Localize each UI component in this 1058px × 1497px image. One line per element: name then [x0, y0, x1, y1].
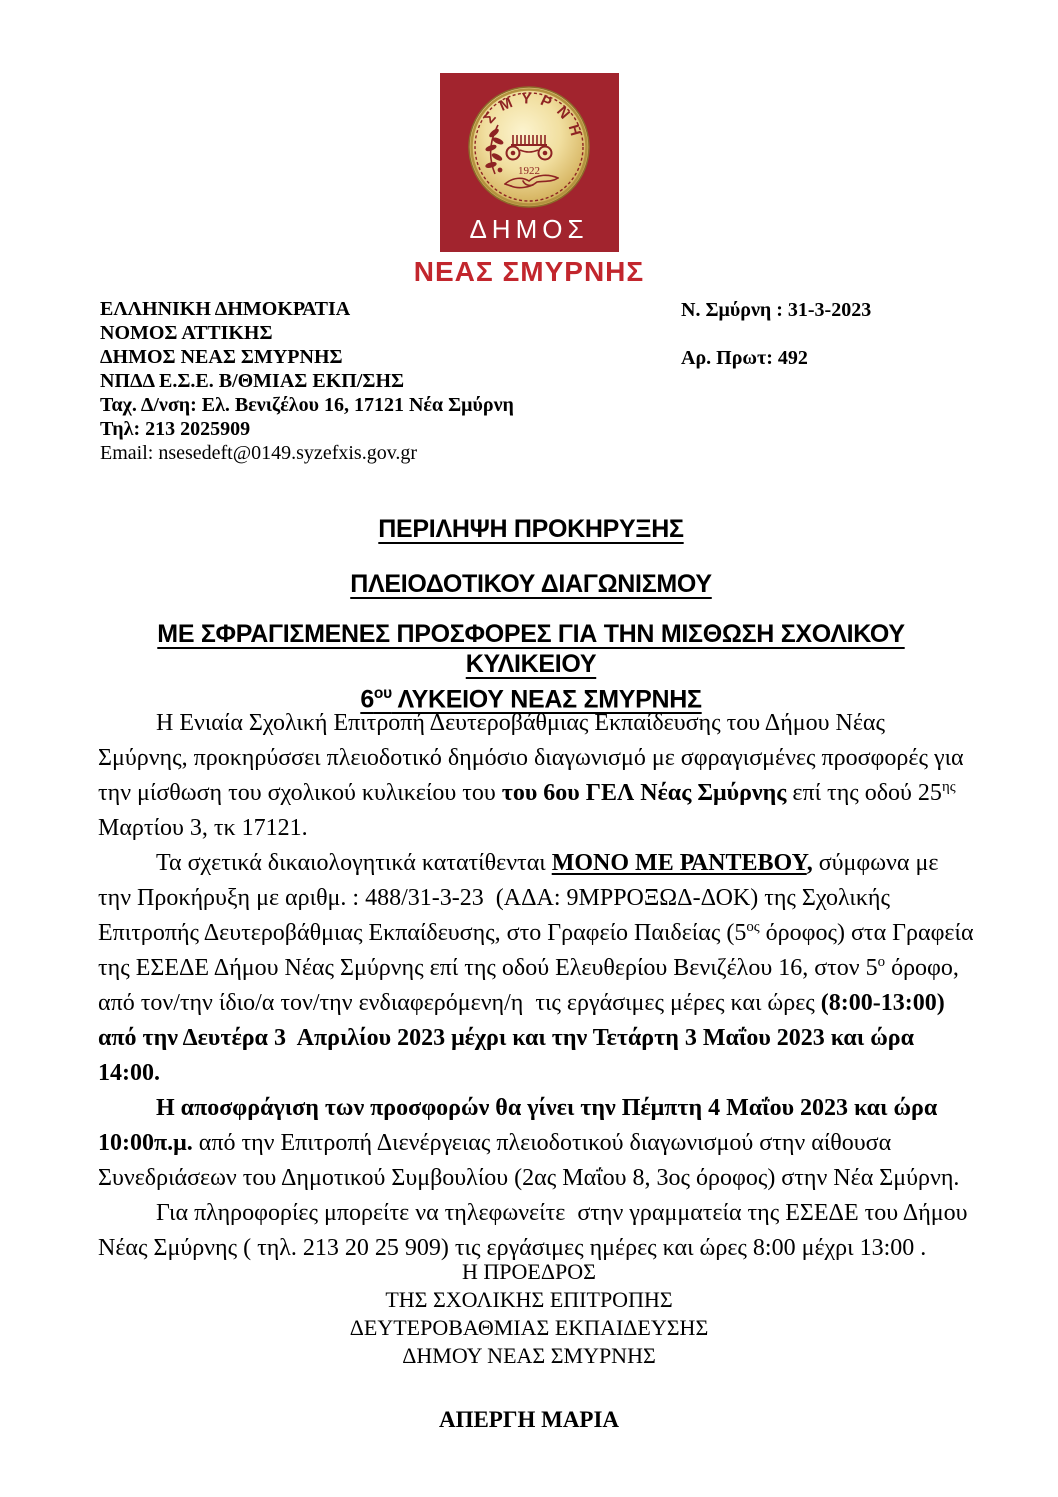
paragraph-2: Τα σχετικά δικαιολογητικά κατατίθενται ΜΟΝΟ ΜΕ ΡΑΝΤΕΒΟΥ, σύμφωνα με την Προκήρυξη με αριθμ. : 488/31-3-23 (ΑΔΑ: 9ΜΡΡΟΞΩΔ-ΔΟΚ) της Σχολικής Επιτροπής Δευτεροβάθμιας Εκπαίδευσης, στο Γραφείο Παιδείας ($5^{o\varsigma}$ όροφος) στα Γραφεία της ΕΣΕΔΕ Δήμου Νέας Σμύρνης επί της οδού Ελευθερίου Βενιζέλου 16, στον $5^o$ όροφο, από τον/την ίδιο/α τον/την ενδιαφερόμενη/η τις εργάσιμες μέρες και ώρες (8:00-13:00) από την Δευτέρα 3 Απριλίου 2023 μέχρι και την Τετάρτη 3 Μαΐου 2023 και ώρα 14:00. — [98, 850, 980, 1086]
signature-line-3: ΔΕΥΤΕΡΟΒΑΘΜΙΑΣ ΕΚΠΑΙΔΕΥΣΗΣ — [349, 1315, 709, 1340]
header-line-phone: Τηλ: 213 2025909 — [100, 418, 251, 440]
municipal-seal-icon — [467, 85, 591, 209]
document-date: Ν. Σμύρνη : 31-3-2023 — [681, 299, 872, 321]
seal-arc-text: ΣΜΥΡΝΗ — [480, 90, 587, 146]
header-line-prefecture: ΝΟΜΟΣ ΑΤΤΙΚΗΣ — [100, 322, 273, 344]
signature-line-1: Η ΠΡΟΕΔΡΟΣ — [462, 1259, 596, 1284]
header-line-address: Ταχ. Δ/νση: Ελ. Βενιζέλου 16, 17121 Νέα Σμύρνη — [100, 394, 514, 416]
logo-neas-smyrnis-label: ΝΕΑΣ ΣΜΥΡΝΗΣ — [413, 256, 645, 287]
signature-line-4: ΔΗΜΟΥ ΝΕΑΣ ΣΜΥΡΝΗΣ — [402, 1343, 656, 1368]
signature-line-2: ΤΗΣ ΣΧΟΛΙΚΗΣ ΕΠΙΤΡΟΠΗΣ — [385, 1287, 673, 1312]
header-line-email: Email: nsesedeft@0149.syzefxis.gov.gr — [100, 442, 418, 464]
municipality-logo — [0, 73, 1058, 288]
header-line-entity: ΝΠΔΔ Ε.Σ.Ε. Β/ΘΜΙΑΣ ΕΚΠ/ΣΗΣ — [100, 370, 405, 392]
title-line-3-4 — [98, 619, 964, 714]
title-line-3: ΜΕ ΣΦΡΑΓΙΣΜΕΝΕΣ ΠΡΟΣΦΟΡΕΣ ΓΙΑ ΤΗΝ ΜΙΣΘΩΣΗ ΣΧΟΛΙΚΟΥ ΚΥΛΙΚΕΙΟΥ — [157, 620, 905, 678]
title-line-2: ΠΛΕΙΟΔΟΤΙΚΟΥ ΔΙΑΓΩΝΙΣΜΟΥ — [350, 570, 712, 598]
header-line-municipality: ΔΗΜΟΣ ΝΕΑΣ ΣΜΥΡΝΗΣ — [100, 346, 343, 368]
paragraph-4: Για πληροφορίες μπορείτε να τηλεφωνείτε στην γραμματεία της ΕΣΕΔΕ του Δήμου Νέας Σμύρνης ( τηλ. 213 20 25 909) τις εργάσιμες ημέρες και ώρες 8:00 μέχρι 13:00 . — [98, 1200, 974, 1261]
paragraph-1: Η Ενιαία Σχολική Επιτροπή Δευτεροβάθμιας Εκπαίδευσης του Δήμου Νέας Σμύρνης, προκηρύσσει πλειοδοτικό δημόσιο διαγωνισμό με σφραγισμένες προσφορές για την μίσθωση του σχολικού κυλικείου του του 6ου ΓΕΛ Νέας Σμύρνης επί της οδού $25^{\eta\varsigma}$ Μαρτίου 3, τκ 17121. — [98, 710, 970, 841]
title-line-4: $6^{o\upsilon}$ ΛΥΚΕΙΟΥ ΝΕΑΣ ΣΜΥΡΝΗΣ — [360, 685, 702, 714]
title-line-1: ΠΕΡΙΛΗΨΗ ΠΡΟΚΗΡΥΞΗΣ — [378, 515, 684, 543]
seal-year: 1922 — [518, 165, 540, 177]
body-text — [98, 706, 980, 1266]
signature-block — [0, 1258, 1058, 1434]
signer-name: ΑΠΕΡΓΗ ΜΑΡΙΑ — [438, 1407, 620, 1432]
logo-dimos-label: ΔΗΜΟΣ — [469, 214, 589, 244]
protocol-number: Αρ. Πρωτ: 492 — [681, 347, 808, 369]
paragraph-3: Η αποσφράγιση των προσφορών θα γίνει την Πέμπτη 4 Μαΐου 2023 και ώρα 10:00π.μ. από την Επιτροπή Διενέργειας πλειοδοτικού διαγωνισμού στην αίθουσα Συνεδριάσεων του Δημοτικού Συμβουλίου (2ας Μαΐου 8, 3ος όροφος) στην Νέα Σμύρνη. — [98, 1095, 960, 1191]
header-line-country: ΕΛΛΗΝΙΚΗ ΔΗΜΟΚΡΑΤΙΑ — [100, 298, 351, 320]
document-title-block — [98, 514, 964, 714]
sender-details-block — [100, 297, 514, 465]
logo-red-square — [440, 73, 619, 252]
